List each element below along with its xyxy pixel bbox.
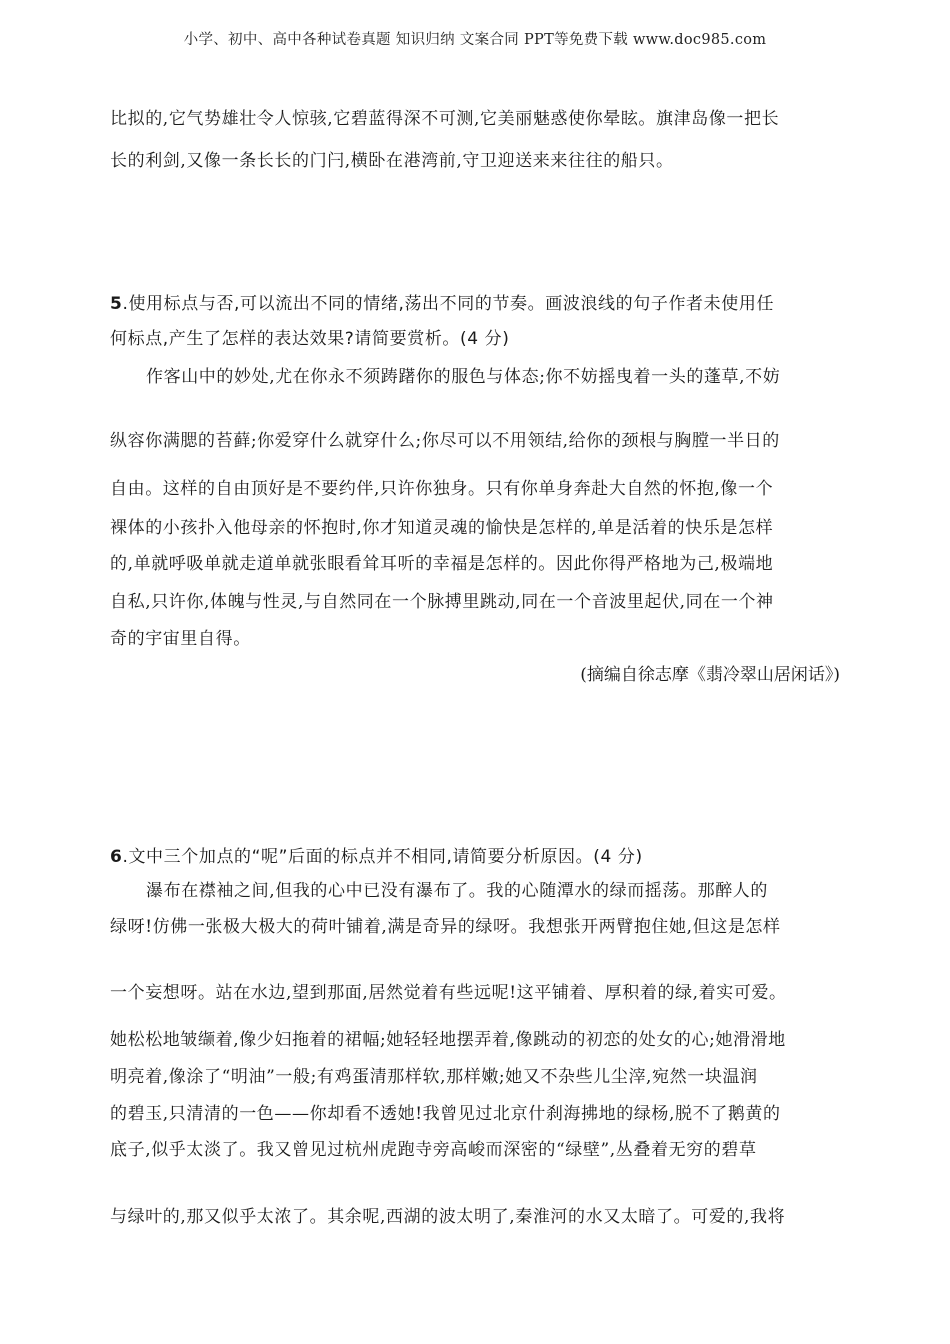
q5-passage-line-1: 作客山中的妙处,尤在你永不须踌躇你的服色与体态;你不妨摇曳着一头的蓬草,不妨 [146, 367, 781, 387]
q6-passage-line-7: 底子,似乎太淡了。我又曾见过杭州虎跑寺旁高峻而深密的“绿壁”,丛叠着无穷的碧草 [110, 1140, 757, 1160]
text-segment: 与绿叶的,那又似乎太浓了。其余 [110, 1207, 363, 1227]
wavy-underlined-sentence: 的,单就呼吸单就走道单就张眼看耸耳听的幸福是怎样的。 [110, 554, 557, 574]
passage-top-line-1 [110, 104, 840, 129]
q6-passage-line-8 [110, 1202, 840, 1227]
text-segment: ,西湖的波太明了,秦淮河的水又太暗了。可爱的,我将 [380, 1207, 786, 1227]
dotted-char: 纵 [110, 431, 128, 451]
dotted-char: 呢 [491, 983, 510, 1003]
q6-passage-line-4: 她松松地皱缬着,像少妇拖着的裙幅;她轻轻地摆弄着,像跳动的初恋的处女的心;她滑滑地 [110, 1030, 786, 1050]
q6-passage-line-5: 明亮着,像涂了“明油”一般;有鸡蛋清那样软,那样嫩;她又不杂些儿尘滓,宛然一块温润 [110, 1067, 758, 1087]
q5-passage-line-2 [110, 426, 840, 451]
wavy-underlined-sentence: 单是活着的快乐是怎样 [597, 518, 774, 538]
question-6-line-1 [110, 842, 840, 867]
q6-passage-line-6: 的碧玉,只清清的一色——你却看不透她!我曾见过北京什刹海拂地的绿杨,脱不了鹅黄的 [110, 1104, 781, 1124]
text-segment: 比拟的, [110, 109, 169, 129]
q6-passage-line-2: 绿呀!仿佛一张极大极大的荷叶铺着,满是奇异的绿呀。我想张开两臂抱住她,但这是怎样 [110, 917, 781, 937]
q5-source-citation: (摘编自徐志摩《翡冷翠山居闲话》) [580, 665, 840, 685]
q5-passage-line-3: 自由。这样的自由顶好是不要约伴,只许你独身。只有你单身奔赴大自然的怀抱,像一个 [110, 479, 774, 499]
text-segment: 旗津岛像一把长 [656, 109, 780, 129]
text-segment: 一个妄想呀。站在水边,望到那面,居然觉着有些远 [110, 983, 492, 1003]
question-5-line-1 [110, 289, 840, 314]
q6-passage-line-1: 瀑布在襟袖之间,但我的心中已没有瀑布了。我的心随潭水的绿而摇荡。那醉人的 [146, 881, 769, 901]
q5-passage-line-5 [110, 549, 840, 574]
question-5-line-2: 何标点,产生了怎样的表达效果?请简要赏析。(4 分) [110, 329, 510, 349]
question-text: .使用标点与否,可以流出不同的情绪,荡出不同的节奏。画波浪线的句子作者未使用任 [122, 294, 775, 314]
wavy-underlined-sentence: 它气势雄壮令人惊骇,它碧蓝得深不可测,它美丽魅惑使你晕眩。 [168, 109, 657, 129]
dotted-char: 呢 [362, 1207, 381, 1227]
question-text: .文中三个加点的“呢”后面的标点并不相同,请简要分析原因。(4 分) [122, 847, 643, 867]
q5-passage-line-6: 自私,只许你,体魄与性灵,与自然同在一个脉搏里跳动,同在一个音波里起伏,同在一个神 [110, 592, 774, 612]
page-header-banner: 小学、初中、高中各种试卷真题 知识归纳 文案合同 PPT等免费下载 www.doc985.com [183, 32, 767, 48]
q5-passage-line-4 [110, 513, 840, 538]
text-segment: 你满腮的苔藓;你爱穿什么就穿什么;你尽可以不用领结,给你的颈根与胸膛一半日的 [145, 431, 780, 451]
text-segment: 因此你得严格地为己,极端地 [556, 554, 774, 574]
question-number: 6 [110, 847, 123, 867]
text-segment: 裸体的小孩扑入他母亲的怀抱时,你才知道灵魂的愉快是怎样的, [110, 518, 598, 538]
dotted-char: 容 [127, 431, 146, 451]
q6-passage-line-3 [110, 978, 840, 1003]
q5-passage-line-7: 奇的宇宙里自得。 [110, 629, 251, 649]
text-segment: !这平铺着、厚积着的绿,着实可爱。 [509, 983, 787, 1003]
question-number: 5 [110, 294, 123, 314]
passage-top-line-2: 长的利剑,又像一条长长的门闩,横卧在港湾前,守卫迎送来来往往的船只。 [110, 151, 674, 171]
